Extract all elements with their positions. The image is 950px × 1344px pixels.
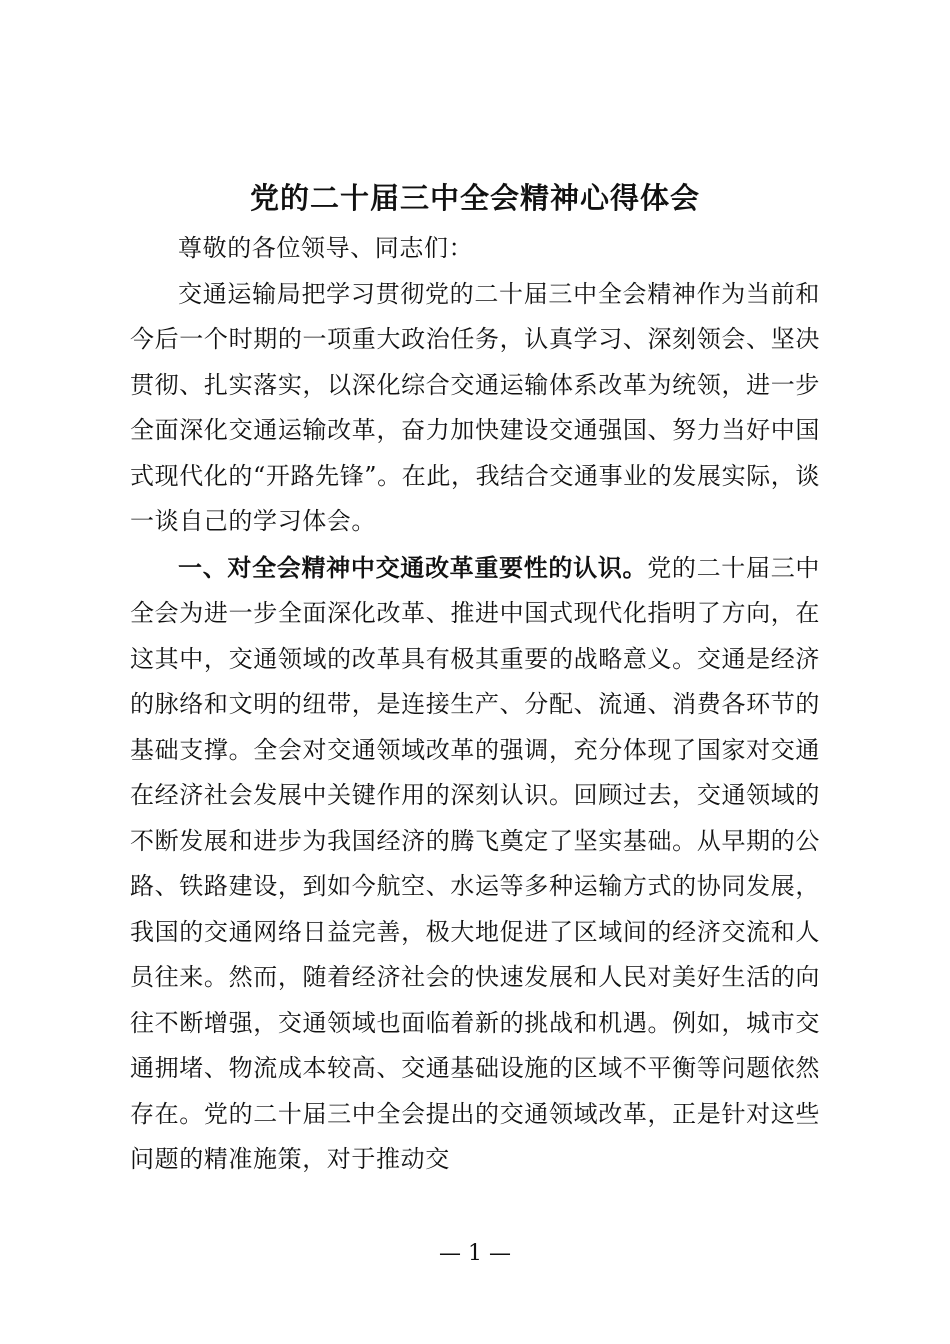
paragraph-section-1 (130, 545, 820, 1183)
section-1-heading: 一、对全会精神中交通改革重要性的认识。 (178, 552, 648, 582)
section-1-body: 党的二十届三中全会为进一步全面深化改革、推进中国式现代化指明了方向，在这其中，交通领域的改革具有极其重要的战略意义。交通是经济的脉络和文明的纽带，是连接生产、分配、流通、消费各环节的基础支撑。全会对交通领域改革的强调，充分体现了国家对交通在经济社会发展中关键作用的深刻认识。回顾过去，交通领域的不断发展和进步为我国经济的腾飞奠定了坚实基础。从早期的公路、铁路建设，到如今航空、水运等多种运输方式的协同发展，我国的交通网络日益完善，极大地促进了区域间的经济交流和人员往来。然而，随着经济社会的快速发展和人民对美好生活的向往不断增强，交通领域也面临着新的挑战和机遇。例如，城市交通拥堵、物流成本较高、交通基础设施的区域不平衡等问题依然存在。党的二十届三中全会提出的交通领域改革，正是针对这些问题的精准施策，对于推动交 (130, 553, 820, 1173)
document-title: 党的二十届三中全会精神心得体会 (249, 181, 700, 215)
document-body (130, 226, 820, 1183)
paragraph-intro: 交通运输局把学习贯彻党的二十届三中全会精神作为当前和今后一个时期的一项重大政治任务，认真学习、深刻领会、坚决贯彻、扎实落实，以深化综合交通运输体系改革为统领，进一步全面深化交通运输改革，奋力加快建设交通强国、努力当好中国式现代化的“开路先锋”。在此，我结合交通事业的发展实际，谈一谈自己的学习体会。 (130, 279, 820, 535)
salutation: 尊敬的各位领导、同志们： (178, 234, 474, 262)
page-number: — 1 — (439, 1241, 511, 1266)
